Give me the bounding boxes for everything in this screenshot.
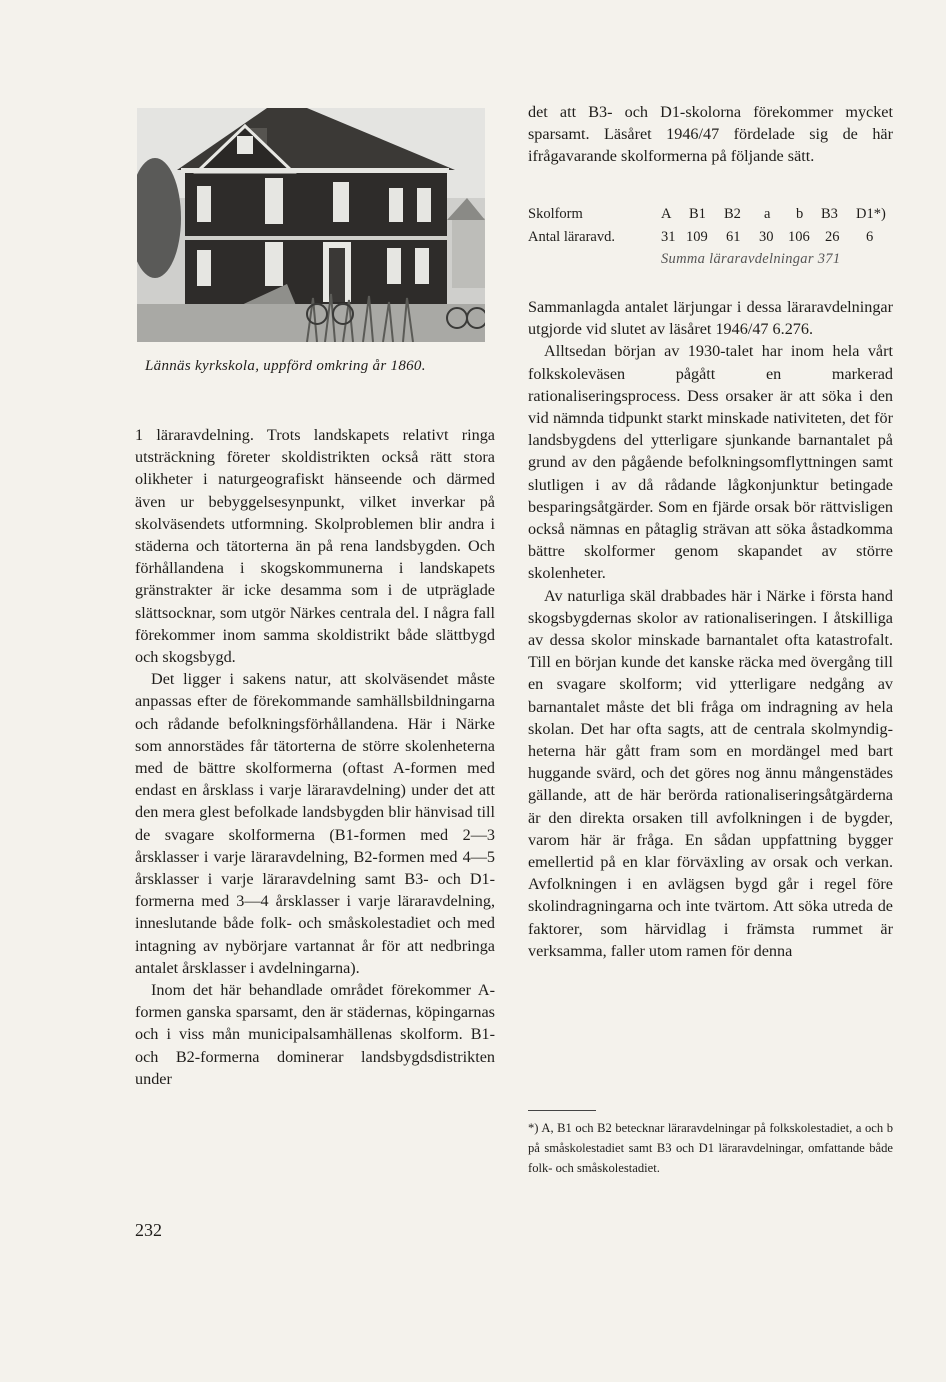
paragraph: 1 läraravdelning. Trots landskapets relativt ringa utsträckning företer skoldistrikten också rätt stora olikheter i naturgeografiskt hänseende och därmed även ur bebyggelsesynpunkt, vilket inverkar på skolväsendets utformning. Skolproblemen blir andra i städerna och tätorterna än på rena landsbygden. Och förhållandena i skogskommunerna i landskapets gränstrakter är icke desamma som i de utpräglade slättsocknar, som utgör Närkes centrala del. I några fall förekommer inom samma skoldistrikt både slättbygd och skogsbygd. xyxy=(135,426,495,667)
school-photo xyxy=(137,108,485,342)
paragraph: Sammanlagda antalet lärjungar i dessa läraravdelningar utgjorde vid slutet av läsåret 1946/47 6.276. xyxy=(528,298,893,339)
paragraph: Av naturliga skäl drabbades här i Närke i första hand skogsbygdernas skolor av rationaliseringen. I åtskilliga av dessa skolor minskade barnantalet ofta katastrofalt. Till en början kunde det kanske räcka med övergång till en svagare skolform; vid ytterligare nedgång av barnantalet måste det bli fråga om indragning av hela skolan. Det har ofta sagts, att de centrala skolmyndigheterna här gått fram som en mordängel med bart huggande svärd, och det göres nog ännu mångenstädes gällande, att de här berörda rationaliseringsåtgärderna är den direkta orsaken till avfolkningen i de bygder, varom här är fråga. En sådan uppfattning bygger emellertid på en klar förväxling av orsak och verkan. Avfolkningen i en avlägsen bygd går i regel före skolindragningarna och inte tvärtom. Att söka utreda de faktorer, som härvidlag i främsta rummet är verksamma, faller utom ramen för denna xyxy=(528,586,893,960)
right-column-intro xyxy=(528,101,893,168)
right-column-body xyxy=(528,296,893,962)
table-cell: 61 xyxy=(726,229,741,245)
table-header-cell: A xyxy=(661,206,672,222)
table-header-cell: B2 xyxy=(724,206,741,222)
footnote-divider xyxy=(528,1110,596,1111)
page-number: 232 xyxy=(135,1220,162,1240)
table-cell: 109 xyxy=(686,229,708,245)
left-column xyxy=(135,424,495,1090)
table-row-label: Antal läraravd. xyxy=(528,229,615,245)
table-header-cell: a xyxy=(764,206,771,222)
paragraph: Inom det här behandlade området förekommer A-formen ganska sparsamt, den är städernas, köpingarnas och i viss mån municipalsamhällenas skolform. B1- och B2-formerna dominerar landsbygdsdistrikten under xyxy=(135,981,495,1088)
table-cell: 106 xyxy=(788,229,810,245)
school-form-table xyxy=(528,206,893,252)
table-header-cell: D1*) xyxy=(856,206,886,222)
table-sum: Summa läraravdelningar 371 xyxy=(661,251,841,267)
table-row xyxy=(528,229,893,252)
table-header-label: Skolform xyxy=(528,206,583,222)
table-header-cell: B1 xyxy=(689,206,706,222)
footnote: *) A, B1 och B2 betecknar läraravdelningar på folkskolestadiet, a och b på småskolestadiet samt B3 och D1 läraravdelningar, omfattande både folk- och småskolestadiet. xyxy=(528,1121,893,1175)
table-cell: 30 xyxy=(759,229,774,245)
table-cell: 6 xyxy=(866,229,874,245)
table-header-cell: B3 xyxy=(821,206,838,222)
photo-caption: Lännäs kyrkskola, uppförd omkring år 1860. xyxy=(145,358,426,374)
table-header-row xyxy=(528,206,893,229)
paragraph: Det ligger i sakens natur, att skolväsendet måste anpassas efter de förekommande samhällsbildningarna och rådande befolkningsförhållandena. Här i Närke som annorstädes får tätorterna de större skolenheterna med de bättre skolformerna (oftast A-formen med endast en årsklass i varje läraravdelning) under det att den mera glest befolkade landsbygden blir hänvisad till de svagare skolformerna (B1-formen med 2—3 årsklasser i varje läraravdelning, B2-formen med 4—5 årsklasser i varje läraravdelning samt B3- och D1-formerna med 3—4 årsklasser i varje läraravdelning, inneslutande både folk- och småskolestadiet och med intagning av nybörjare vartannat år för att nedbringa antalet årsklasser i avdelningarna). xyxy=(135,670,495,977)
table-header-cell: b xyxy=(796,206,804,222)
paragraph: Alltsedan början av 1930-talet har inom hela vårt folkskoleväsen pågått en markerad rationaliseringsprocess. Dess orsaker är att söka i den vid nämnda tidpunkt starkt minskade nativiteten, det för landsbygdens del ytterligare sjunkande barnantalet på grund av den pågående befolkningsomflyttningen samt slutligen i av då rådande lågkonjunktur betingade besparingsåtgärder. Som en fjärde orsak bör rättvisligen också nämnas en påtaglig strävan att söka åstadkomma bättre skolformer genom skapandet av större skolenheter. xyxy=(528,342,893,583)
table-cell: 31 xyxy=(661,229,676,245)
paragraph: det att B3- och D1-skolorna förekommer mycket sparsamt. Läsåret 1946/47 fördelade sig de här ifrågavarande skolformerna på följande sätt. xyxy=(528,103,893,166)
table-cell: 26 xyxy=(825,229,840,245)
